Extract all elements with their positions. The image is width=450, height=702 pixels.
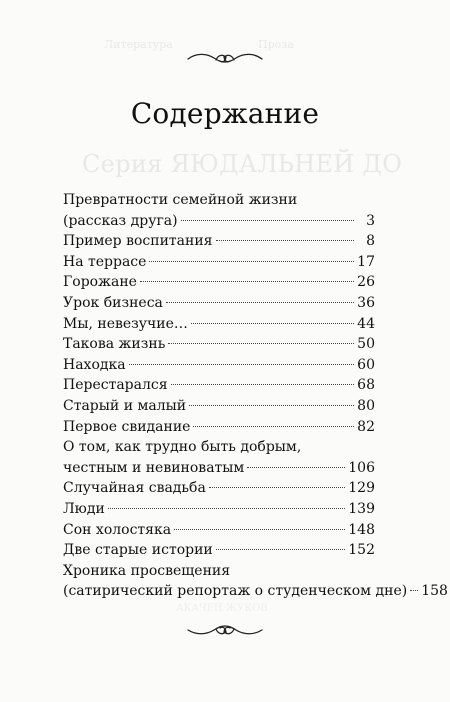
toc-entry-line-continued <box>63 437 375 458</box>
dot-leader <box>189 405 354 406</box>
toc-entry-line <box>63 458 375 479</box>
toc-entry <box>63 437 375 478</box>
toc-entry-line-continued <box>63 561 375 582</box>
toc-entry-page-number: 106 <box>348 459 375 476</box>
toc-entry-page-number: 82 <box>357 418 375 435</box>
toc-entry-line <box>63 499 375 520</box>
toc-entry-line <box>63 293 375 314</box>
toc-entry-page-number: 80 <box>357 397 375 414</box>
toc-entry-line <box>63 231 375 252</box>
toc-entry <box>63 561 448 602</box>
page-title: Содержание <box>130 97 320 130</box>
toc-entry-title: Перестарался <box>63 377 168 394</box>
toc-entry-title: Первое свидание <box>63 418 191 435</box>
toc-entry-line <box>63 355 375 376</box>
toc-entry-title: Старый и малый <box>63 397 187 414</box>
toc-entry <box>63 540 375 561</box>
toc-entry-line-continued <box>63 190 375 211</box>
toc-entry <box>63 355 375 376</box>
dot-leader <box>171 384 354 385</box>
dot-leader <box>191 323 354 324</box>
dot-leader <box>181 220 354 221</box>
toc-entry-line <box>63 314 375 335</box>
dot-leader <box>166 302 354 303</box>
toc-entry <box>63 252 375 273</box>
dot-leader <box>193 426 354 427</box>
toc-entry-page-number: 17 <box>357 253 375 270</box>
toc-entry-page-number: 148 <box>348 521 375 538</box>
dot-leader <box>216 240 355 241</box>
toc-entry-line <box>63 334 375 355</box>
dot-leader <box>108 508 345 509</box>
toc-entry-line <box>63 540 375 561</box>
toc-entry-line <box>63 211 375 232</box>
toc-entry <box>63 396 375 417</box>
toc-entry <box>63 499 375 520</box>
top-flourish-ornament <box>186 47 264 69</box>
toc-entry-page-number: 68 <box>357 377 375 394</box>
toc-entry-title: На террасе <box>63 253 147 270</box>
toc-entry-page-number: 60 <box>357 356 375 373</box>
toc-entry-title: Хроника просвещения <box>63 562 231 579</box>
toc-entry <box>63 190 375 231</box>
toc-entry <box>63 520 375 541</box>
toc-entry <box>63 314 375 335</box>
toc-entry-line <box>63 581 448 602</box>
toc-entry-title: Две старые истории <box>63 542 213 559</box>
toc-entry <box>63 334 375 355</box>
toc-entry-page-number: 139 <box>348 500 375 517</box>
bleed-through-text: АКАЧЕН ЖУКОВ <box>176 603 268 614</box>
toc-entry <box>63 375 375 396</box>
toc-entry-page-number: 152 <box>348 542 375 559</box>
toc-entry-title: Такова жизнь <box>63 336 166 353</box>
toc-entry-page-number: 26 <box>357 274 375 291</box>
toc-entry-title: О том, как трудно быть добрым, <box>63 439 302 456</box>
toc-entry-page-number: 36 <box>357 294 375 311</box>
dot-leader <box>149 261 354 262</box>
toc-entry-line <box>63 272 375 293</box>
dot-leader <box>168 343 354 344</box>
toc-entry-title: Сон холостяка <box>63 521 172 538</box>
toc-entry-title: Находка <box>63 356 126 373</box>
dot-leader <box>247 467 345 468</box>
bleed-through-text: Проза <box>258 38 294 51</box>
bottom-flourish-ornament <box>186 620 264 642</box>
toc-entry-title: Мы, невезучие… <box>63 315 188 332</box>
toc-entry-title: (сатирический репортаж о студенческом дне) <box>63 583 408 600</box>
toc-entry <box>63 231 375 252</box>
table-of-contents <box>63 190 448 602</box>
toc-entry-title: Превратности семейной жизни <box>63 192 298 208</box>
toc-entry-title: Пример воспитания <box>63 233 213 250</box>
dot-leader <box>129 364 354 365</box>
toc-entry-page-number: 3 <box>366 212 375 229</box>
toc-entry-line <box>63 396 375 417</box>
toc-entry-line <box>63 375 375 396</box>
toc-entry-line <box>63 252 375 273</box>
toc-entry-line <box>63 478 375 499</box>
toc-entry-title: честным и невиноватым <box>63 459 245 476</box>
toc-entry <box>63 478 375 499</box>
toc-entry-page-number: 8 <box>366 233 375 250</box>
dot-leader <box>174 529 345 530</box>
toc-entry-title: Люди <box>63 500 105 517</box>
toc-entry <box>63 293 375 314</box>
toc-entry <box>63 417 375 438</box>
toc-entry-page-number: 50 <box>357 336 375 353</box>
bleed-through-text: Литература <box>104 38 173 51</box>
toc-entry-title: Горожане <box>63 274 137 291</box>
toc-entry-title: Урок бизнеса <box>63 294 163 311</box>
toc-entry <box>63 272 375 293</box>
toc-entry-page-number: 44 <box>357 315 375 332</box>
toc-entry-title: Случайная свадьба <box>63 480 206 497</box>
toc-entry-page-number: 158 <box>421 583 448 600</box>
toc-entry-page-number: 129 <box>348 480 375 497</box>
dot-leader <box>216 549 346 550</box>
dot-leader <box>209 487 345 488</box>
bleed-through-text: Серия ЯЮДАЛЬНЕЙ ДО <box>82 150 403 178</box>
dot-leader <box>140 281 354 282</box>
toc-entry-title: (рассказ друга) <box>63 212 178 229</box>
toc-entry-line <box>63 520 375 541</box>
dot-leader <box>410 590 418 591</box>
toc-entry-line <box>63 417 375 438</box>
